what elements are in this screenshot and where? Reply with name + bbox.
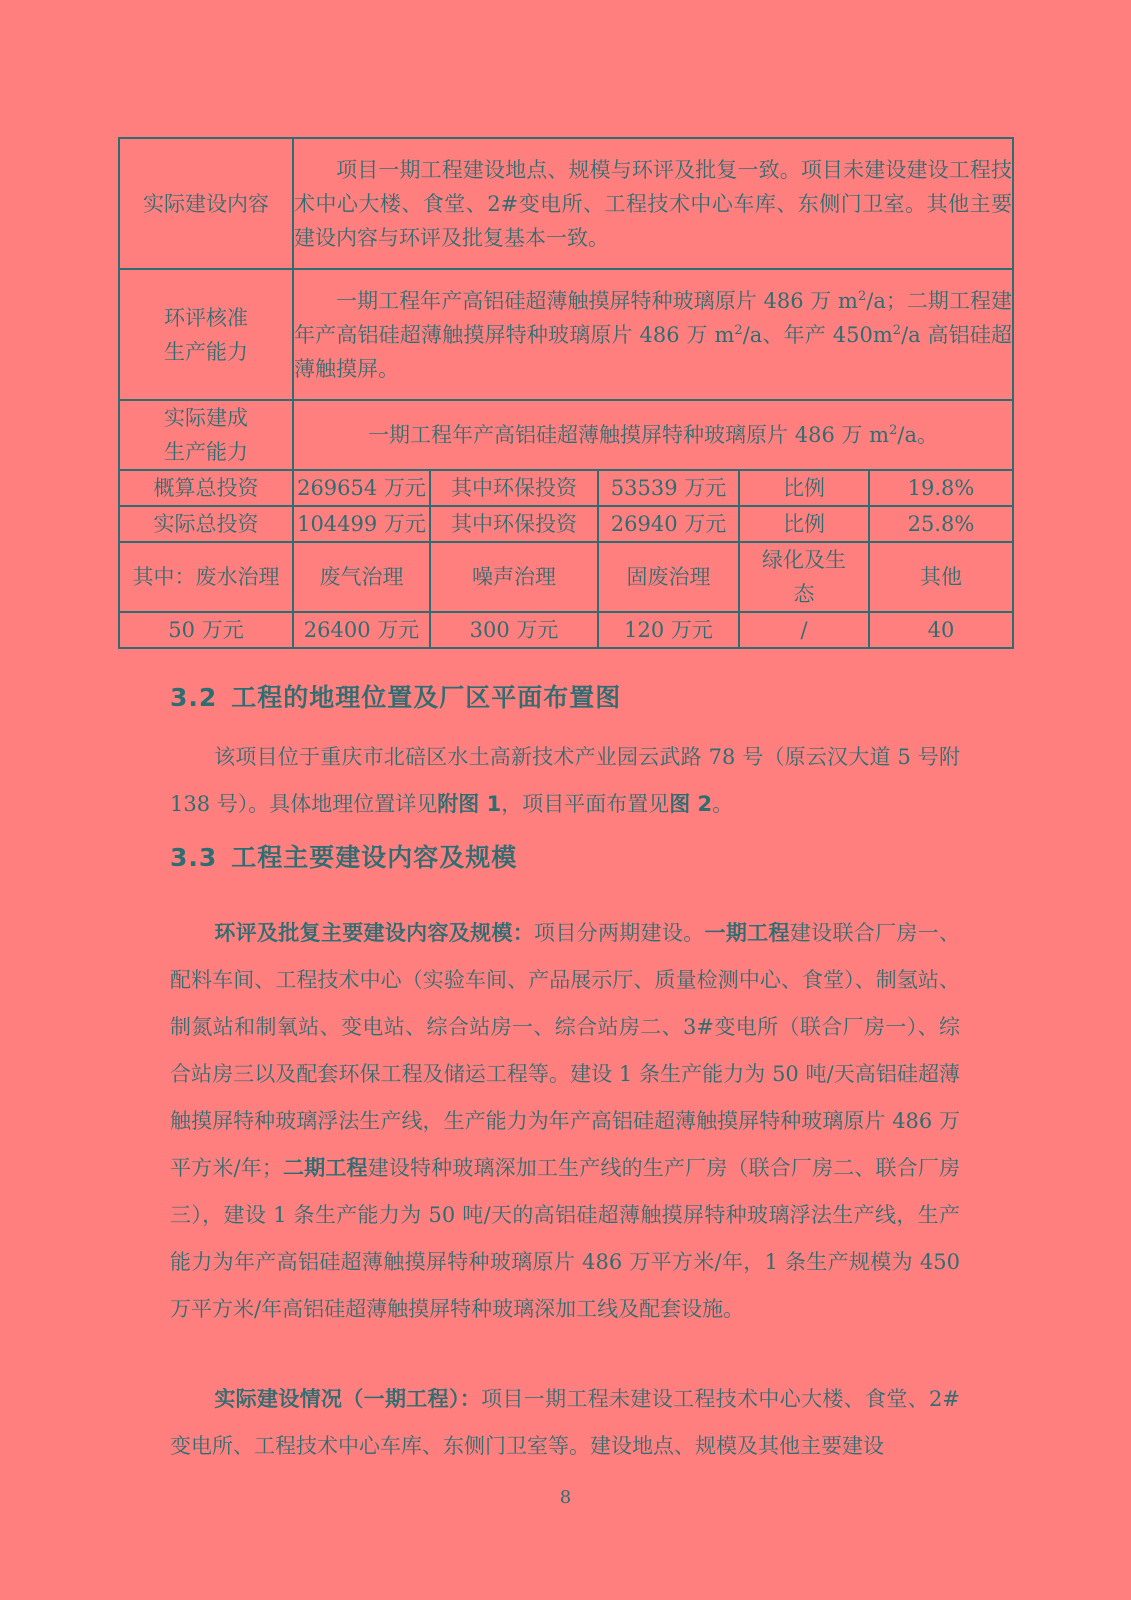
cell: 绿化及生 态	[739, 542, 869, 612]
cell: 269654 万元	[293, 470, 430, 506]
cell: 300 万元	[430, 612, 598, 648]
cell: 比例	[739, 506, 869, 542]
row-label: 实际建成 生产能力	[119, 400, 293, 470]
row-label: 环评核准 生产能力	[119, 269, 293, 400]
paragraph-actual-construction: 实际建设情况（一期工程）：项目一期工程未建设工程技术中心大楼、食堂、2#变电所、工程技术中心车库、东侧门卫室等。建设地点、规模及其他主要建设	[170, 1387, 960, 1458]
cell: 其中环保投资	[430, 470, 598, 506]
table-row	[119, 506, 1013, 542]
table-row	[119, 400, 1013, 470]
cell: /	[739, 612, 869, 648]
paragraph-location: 该项目位于重庆市北碚区水土高新技术产业园云武路 78 号（原云汉大道 5 号附 138 号）。具体地理位置详见附图 1，项目平面布置见图 2。	[170, 745, 960, 816]
table-row	[119, 470, 1013, 506]
table-row	[119, 269, 1013, 400]
cell: 120 万元	[598, 612, 739, 648]
table-row	[119, 138, 1013, 269]
page-number: 8	[559, 1487, 572, 1508]
project-info-table	[118, 137, 1014, 649]
cell: 噪声治理	[430, 542, 598, 612]
cell: 19.8%	[869, 470, 1013, 506]
cell: 废气治理	[293, 542, 430, 612]
table-row	[119, 542, 1013, 612]
cell: 40	[869, 612, 1013, 648]
approved-capacity: 一期工程年产高铝硅超薄触摸屏特种玻璃原片 486 万 $m^2/a$；二期工程建年产高铝硅超薄触摸屏特种玻璃原片 486 万 $m^2/a$、年产 $450m^2/a$ 高铝硅超薄触摸屏。	[293, 269, 1013, 400]
cell: 26400 万元	[293, 612, 430, 648]
cell: 26940 万元	[598, 506, 739, 542]
cell: 25.8%	[869, 506, 1013, 542]
table-row	[119, 612, 1013, 648]
cell: 其中：废水治理	[119, 542, 293, 612]
paragraph-approved-scope: 环评及批复主要建设内容及规模：项目分两期建设。一期工程建设联合厂房一、配料车间、工程技术中心（实验车间、产品展示厅、质量检测中心、食堂）、制氢站、制氮站和制氧站、变电站、综合站房一、综合站房二、3#变电所（联合厂房一）、综合站房三以及配套环保工程及储运工程等。建设 1 条生产能力为 50 吨/天高铝硅超薄触摸屏特种玻璃浮法生产线，生产能力为年产高铝硅超薄触摸屏特种玻璃原片 486 万平方米/年；二期工程建设特种玻璃深加工生产线的生产厂房（联合厂房二、联合厂房三），建设 1 条生产能力为 50 吨/天的高铝硅超薄触摸屏特种玻璃浮法生产线，生产能力为年产高铝硅超薄触摸屏特种玻璃原片 486 万平方米/年，1 条生产规模为 450 万平方米/年高铝硅超薄触摸屏特种玻璃深加工线及配套设施。	[170, 921, 961, 1321]
cell: 53539 万元	[598, 470, 739, 506]
cell: 其他	[869, 542, 1013, 612]
section-heading-3-3: 3.3 工程主要建设内容及规模	[170, 843, 518, 872]
cell: 其中环保投资	[430, 506, 598, 542]
actual-capacity: 一期工程年产高铝硅超薄触摸屏特种玻璃原片 486 万 $m^2/a$。	[293, 400, 1013, 470]
cell: 50 万元	[119, 612, 293, 648]
actual-construction-content: 项目一期工程建设地点、规模与环评及批复一致。项目未建设建设工程技术中心大楼、食堂、2#变电所、工程技术中心车库、东侧门卫室。其他主要建设内容与环评及批复基本一致。	[293, 138, 1013, 269]
section-heading-3-2: 3.2 工程的地理位置及厂区平面布置图	[170, 683, 622, 712]
cell: 比例	[739, 470, 869, 506]
cell: 104499 万元	[293, 506, 430, 542]
cell: 固废治理	[598, 542, 739, 612]
cell: 概算总投资	[119, 470, 293, 506]
cell: 实际总投资	[119, 506, 293, 542]
row-label: 实际建设内容	[119, 138, 293, 269]
